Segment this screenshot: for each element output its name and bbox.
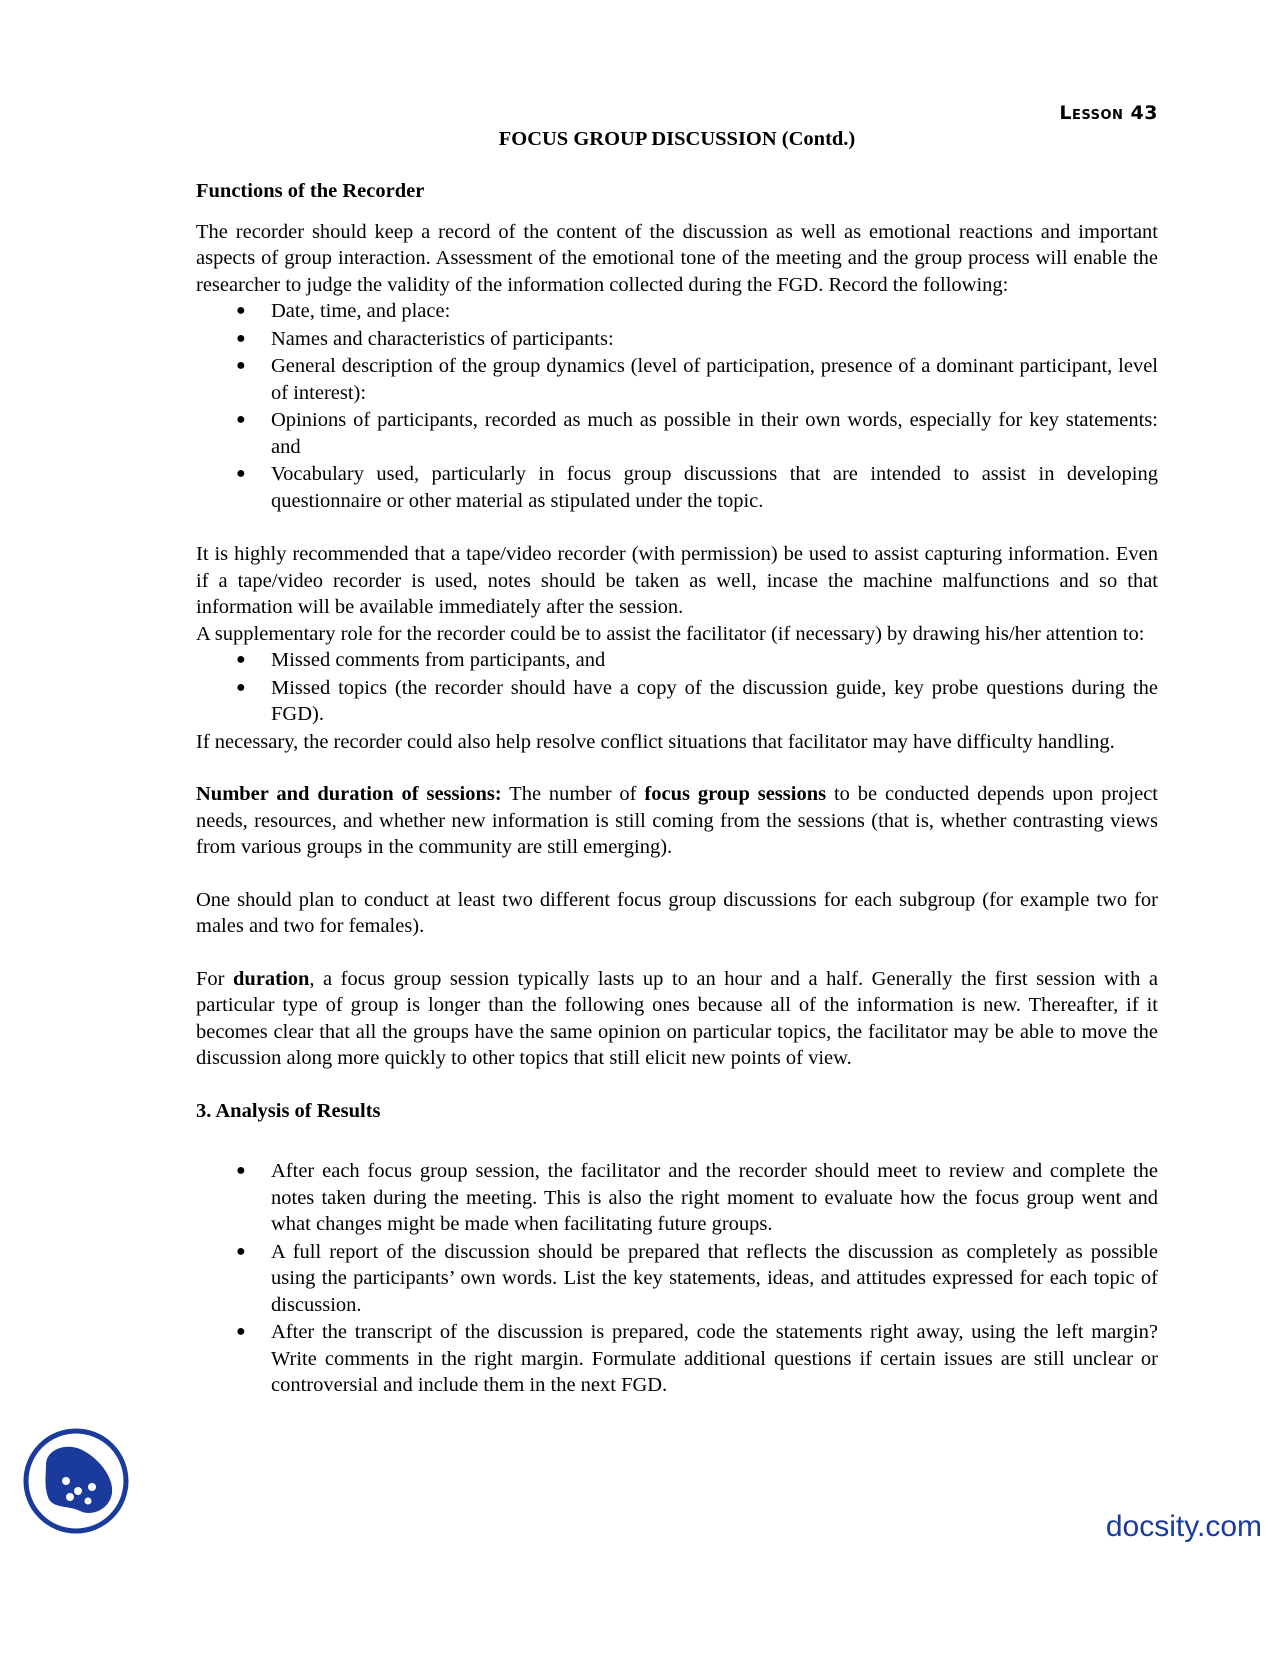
bullet-icon: ● [236, 329, 246, 347]
duration-keyword: duration [233, 967, 310, 990]
recorder-para-2: It is highly recommended that a tape/video recorder (with permission) be used to assist capturing information. Even if a tape/video recorder is used, notes should be taken as well, incase the machine malfunctions and so that information will be available immediately after the session. [196, 543, 1158, 618]
bullet-icon: ● [236, 411, 246, 428]
list-item: ● Missed topics (the recorder should have a copy of the discussion guide, key probe questions during the FGD). [236, 676, 1158, 725]
list-item: ● Names and characteristics of participants: [271, 326, 1158, 353]
recorder-list-2 [196, 647, 1158, 728]
recorder-intro: The recorder should keep a record of the content of the discussion as well as emotional reactions and important aspects of group interaction. Assessment of the emotional tone of the meeting and the group process will enable the researcher to judge the validity of the information collected during the FGD. Record the following: [196, 220, 1158, 296]
list-item: ● A full report of the discussion should be prepared that reflects the discussion as completely as possible using the participants’ own words. List the key statements, ideas, and attitudes expressed for each topic of discussion. [236, 1240, 1158, 1316]
list-item: ● After the transcript of the discussion is prepared, code the statements right away, using the left margin? Write comments in the right margin. Formulate additional questions if certain issues are still unclear or controversial and include them in the next FGD. [236, 1321, 1158, 1396]
recorder-list [196, 298, 1158, 514]
list-item: ● Missed comments from participants, and [271, 647, 1158, 674]
sessions-para-1: Number and duration of sessions: The number of focus group sessions to be conducted depends upon project needs, resources, and whether new information is still coming from the sessions (that is, whether contrasting views from various groups in the community are still emerging). [196, 783, 1158, 858]
bullet-icon: ● [236, 302, 246, 319]
recorder-heading: Functions of the Recorder [196, 180, 425, 202]
bullet-icon: ● [236, 678, 246, 696]
sessions-para-2: One should plan to conduct at least two different focus group discussions for each subgroup (for example two for males and two for females). [196, 888, 1158, 937]
recorder-para-3: A supplementary role for the recorder could be to assist the facilitator (if necessary) by drawing his/her attention to: [196, 622, 1145, 645]
bullet-icon: ● [236, 357, 246, 374]
page-title: FOCUS GROUP DISCUSSION (Contd.) [498, 128, 856, 150]
sessions-para-3: For duration, a focus group session typically lasts up to an hour and a half. Generally the first session with a particular type of group is longer than the following ones because all of the information is new. Thereafter, if it becomes clear that all the groups have the same opinion on particular topics, the facilitator may be able to move the discussion along more quickly to other topics that still elicit new points of view. [196, 967, 1158, 1069]
document-body [196, 100, 1158, 1400]
bullet-icon: ● [236, 1162, 246, 1179]
list-item: ● After each focus group session, the facilitator and the recorder should meet to review and complete the notes taken during the meeting. This is also the right moment to evaluate how the focus group went and what changes might be made when facilitating future groups. [236, 1160, 1158, 1235]
recorder-para-4: If necessary, the recorder could also help resolve conflict situations that facilitator may have difficulty handling. [196, 730, 1115, 753]
list-item: ● Vocabulary used, particularly in focus group discussions that are intended to assist in developing questionnaire or other material as stipulated under the topic. [236, 463, 1158, 512]
docsity-logo-icon[interactable] [22, 1427, 130, 1535]
bullet-icon: ● [236, 651, 246, 668]
bullet-icon: ● [236, 1242, 246, 1260]
analysis-list [196, 1158, 1158, 1399]
sessions-keyword: focus group sessions [644, 783, 827, 805]
list-item: ● General description of the group dynamics (level of participation, presence of a dominant participant, level of interest): [236, 355, 1158, 404]
analysis-heading: 3. Analysis of Results [196, 1099, 381, 1122]
lesson-label: Lesson 43 [1059, 102, 1158, 124]
bullet-icon: ● [236, 465, 246, 482]
sessions-lead: Number and duration of sessions: [196, 783, 502, 805]
bullet-icon: ● [236, 1323, 246, 1340]
list-item: ● Date, time, and place: [271, 298, 1158, 325]
brand-link[interactable]: docsity.com [1105, 1510, 1262, 1543]
list-item: ● Opinions of participants, recorded as much as possible in their own words, especially for key statements: and [236, 409, 1158, 458]
